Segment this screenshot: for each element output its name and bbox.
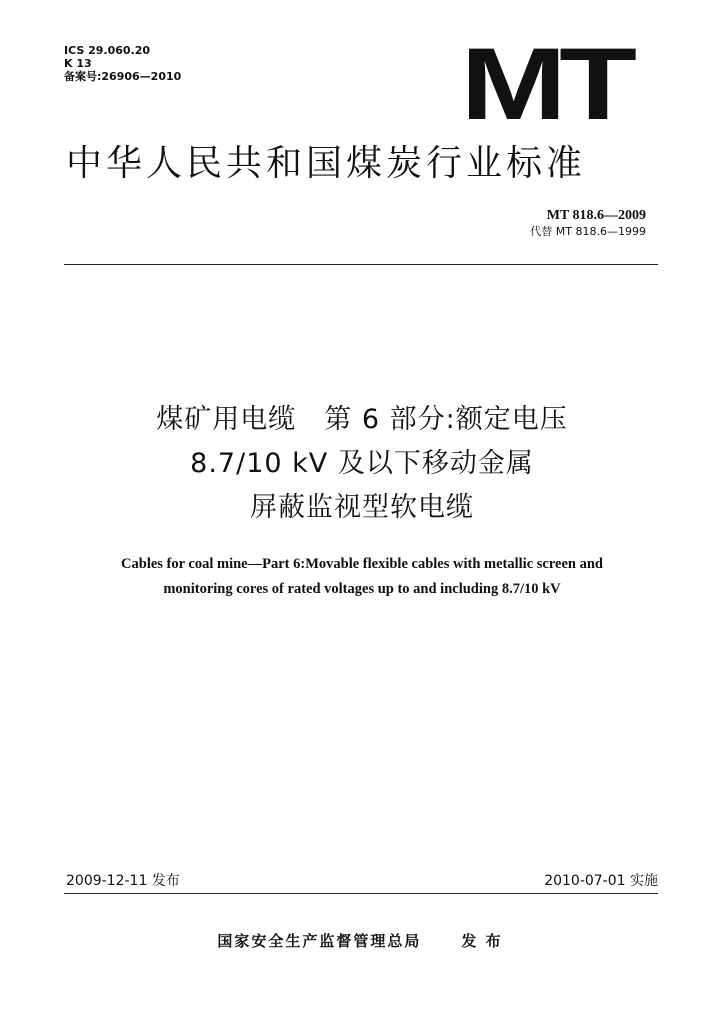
header-divider xyxy=(64,264,658,265)
title-cn-line1: 煤矿用电缆 第 6 部分:额定电压 xyxy=(156,404,568,435)
title-en-line1: Cables for coal mine—Part 6:Movable flexible cables with metallic screen and xyxy=(121,556,603,572)
record-number: 备案号:26906—2010 xyxy=(64,70,182,83)
ics-code: ICS 29.060.20 xyxy=(64,44,151,57)
organization-title: 中华人民共和国煤炭行业标准 xyxy=(66,143,587,184)
classification-code: K 13 xyxy=(64,57,92,70)
issuer xyxy=(110,930,610,952)
implement-date: 2010-07-01 实施 xyxy=(544,873,658,889)
footer-divider xyxy=(64,893,658,894)
standard-number: MT 818.6—2009 xyxy=(546,208,646,223)
publish-date: 2009-12-11 发布 xyxy=(66,873,180,889)
title-en-line2: monitoring cores of rated voltages up to and including 8.7/10 kV xyxy=(163,581,561,597)
replaces-standard: 代替 MT 818.6—1999 xyxy=(530,225,646,238)
issuer-name: 国家安全生产监督管理总局 xyxy=(217,932,422,950)
issuer-action: 发 布 xyxy=(461,932,503,950)
title-cn-line3: 屏蔽监视型软电缆 xyxy=(250,492,474,523)
mt-logo: MT xyxy=(460,27,630,141)
title-cn-line2: 8.7/10 kV 及以下移动金属 xyxy=(190,448,534,479)
